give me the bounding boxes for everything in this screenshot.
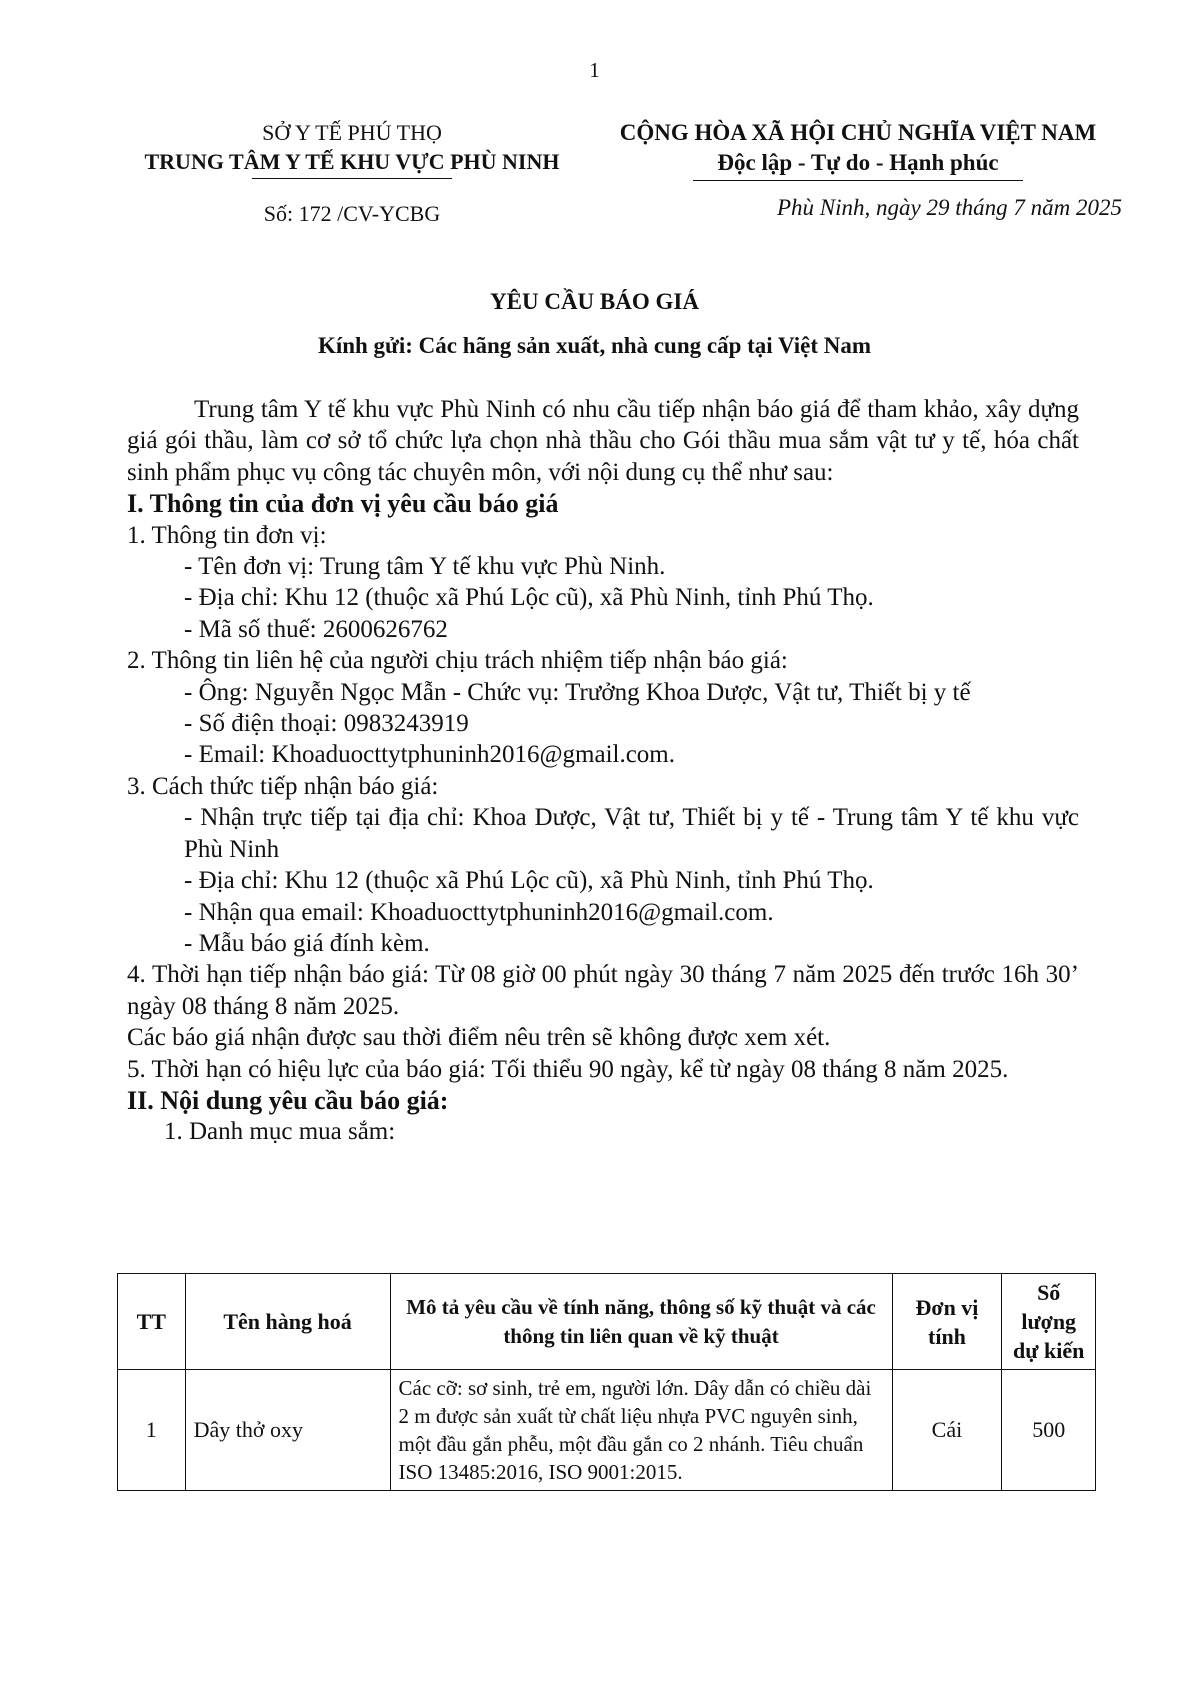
unit-tax-code-line: - Mã số thuế: 2600626762	[184, 615, 448, 643]
issuer-block	[112, 118, 592, 228]
contact-phone-line: - Số điện thoại: 0983243919	[184, 710, 469, 738]
table-header-row	[118, 1274, 1096, 1370]
subsection-3-title: 3. Cách thức tiếp nhận báo giá:	[127, 772, 439, 800]
subsection-4-text: 4. Thời hạn tiếp nhận báo giá: Từ 08 giờ 00 phút ngày 30 tháng 7 năm 2025 đến trước 16h 30’ ngày 08 tháng 8 năm 2025.	[127, 961, 1079, 1020]
cell-description: Các cỡ: sơ sinh, trẻ em, người lớn. Dây dẫn có chiều dài 2 m được sản xuất từ chất liệu nhựa PVC nguyên sinh, một đầu gắn phễu, một đầu gắn co 2 nhánh. Tiêu chuẩn ISO 13485:2016, ISO 9001:2015.	[390, 1370, 892, 1491]
col-header-quantity: Số lượng dự kiến	[1002, 1274, 1096, 1370]
document-title: YÊU CẦU BÁO GIÁ	[490, 289, 699, 314]
col-header-tt: TT	[118, 1274, 186, 1370]
section-1-heading: I. Thông tin của đơn vị yêu cầu báo giá	[127, 489, 559, 519]
subsection-2-title: 2. Thông tin liên hệ của người chịu trách nhiệm tiếp nhận báo giá:	[127, 647, 788, 675]
contact-email-line: - Email: Khoaduocttytphuninh2016@gmail.com.	[184, 741, 676, 769]
unit-name-line: - Tên đơn vị: Trung tâm Y tế khu vực Phù Ninh.	[184, 553, 666, 581]
section-2-item-1: 1. Danh mục mua sắm:	[164, 1118, 396, 1146]
national-header	[588, 118, 1128, 223]
contact-person-line: - Ông: Nguyễn Ngọc Mẫn - Chức vụ: Trưởng Khoa Dược, Vật tư, Thiết bị y tế	[184, 678, 971, 706]
table-row	[118, 1370, 1096, 1491]
col-header-description: Mô tả yêu cầu về tính năng, thông số kỹ thuật và các thông tin liên quan về kỹ thuật	[390, 1274, 892, 1370]
page-number: 1	[589, 58, 600, 82]
cell-name: Dây thở oxy	[185, 1370, 390, 1491]
document-number: Số: 172 /CV-YCBG	[263, 201, 441, 226]
issuer-underline	[252, 178, 452, 179]
cell-unit: Cái	[892, 1370, 1002, 1491]
receive-address-line: - Địa chỉ: Khu 12 (thuộc xã Phú Lộc cũ), xã Phù Ninh, tỉnh Phú Thọ.	[184, 867, 874, 895]
nation-name: CỘNG HÒA XÃ HỘI CHỦ NGHĨA VIỆT NAM	[619, 120, 1097, 145]
intro-paragraph: Trung tâm Y tế khu vực Phù Ninh có nhu cầu tiếp nhận báo giá để tham khảo, xây dựng giá gói thầu, làm cơ sở tổ chức lựa chọn nhà thầu cho Gói thầu mua sắm vật tư y tế, hóa chất sinh phẩm phục vụ công tác chuyên môn, với nội dung cụ thể như sau:	[127, 396, 1079, 486]
col-header-unit: Đơn vị tính	[892, 1274, 1002, 1370]
subsection-4-note: Các báo giá nhận được sau thời điểm nêu trên sẽ không được xem xét.	[127, 1024, 831, 1052]
subsection-1-title: 1. Thông tin đơn vị:	[127, 521, 327, 549]
procurement-table	[117, 1273, 1096, 1491]
unit-address-line: - Địa chỉ: Khu 12 (thuộc xã Phú Lộc cũ), xã Phù Ninh, tỉnh Phú Thọ.	[184, 584, 874, 612]
section-2-heading: II. Nội dung yêu cầu báo giá:	[127, 1085, 449, 1115]
subsection-5-text: 5. Thời hạn có hiệu lực của báo giá: Tối thiểu 90 ngày, kể từ ngày 08 tháng 8 năm 2025.	[127, 1055, 1009, 1083]
receive-direct-line: - Nhận trực tiếp tại địa chỉ: Khoa Dược, Vật tư, Thiết bị y tế - Trung tâm Y tế khu vực Phù Ninh	[184, 804, 1079, 863]
national-motto: Độc lập - Tự do - Hạnh phúc	[717, 150, 999, 175]
quote-form-line: - Mẫu báo giá đính kèm.	[184, 929, 430, 957]
cell-quantity: 500	[1002, 1370, 1096, 1491]
receive-email-line: - Nhận qua email: Khoaduocttytphuninh2016@gmail.com.	[184, 898, 774, 926]
document-body	[127, 394, 1079, 1148]
document-date: Phù Ninh, ngày 29 tháng 7 năm 2025	[777, 195, 1122, 220]
col-header-name: Tên hàng hoá	[185, 1274, 390, 1370]
cell-tt: 1	[118, 1370, 186, 1491]
recipient-line: Kính gửi: Các hãng sản xuất, nhà cung cấp tại Việt Nam	[317, 333, 872, 358]
issuer-org: TRUNG TÂM Y TẾ KHU VỰC PHÙ NINH	[144, 149, 560, 174]
issuer-dept: SỞ Y TẾ PHÚ THỌ	[262, 120, 442, 145]
motto-underline	[693, 180, 1023, 181]
